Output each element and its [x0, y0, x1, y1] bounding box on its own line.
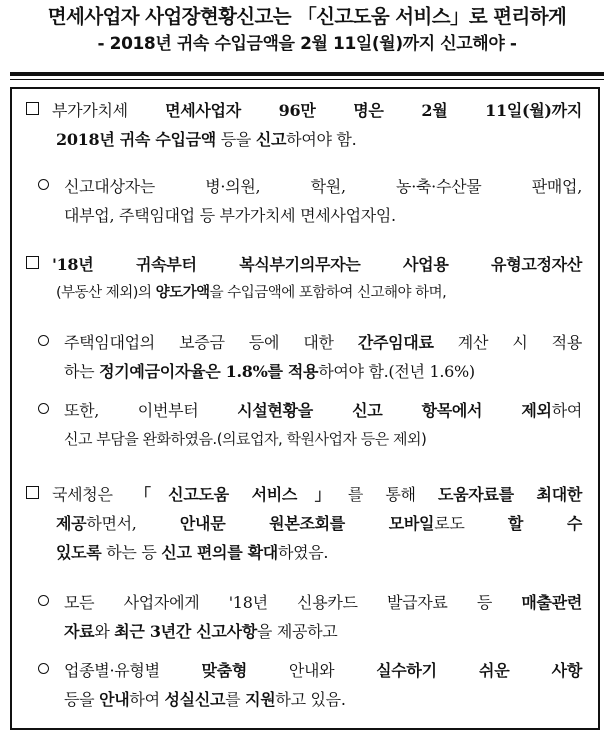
section-1-line-2 [56, 126, 586, 153]
section-3-line-2 [56, 510, 582, 537]
text-run-bold: 실수하기 쉬운 사항 [376, 661, 582, 680]
text-run: 을 수입금액에 포함하여 신고해야 하며, [209, 285, 447, 301]
text-run: 국세청은 [52, 485, 135, 504]
text-run: 하여야 함. [286, 130, 357, 149]
sub-line-2 [64, 426, 582, 453]
text-run: 하면서, [86, 514, 180, 533]
sub-line-1 [64, 329, 582, 356]
text-run: 부가가치세 [52, 101, 166, 120]
text-run: 로도 [434, 514, 508, 533]
circle-bullet-icon [38, 335, 49, 346]
text-run: 주택임대업의 보증금 등에 대한 [64, 333, 358, 352]
header-rule-thin [10, 79, 604, 80]
text-run-bold: 성실신고 [164, 690, 226, 709]
text-run: 하여 [551, 401, 583, 420]
text-run: 하여 [129, 690, 165, 709]
text-run-bold: 정기예금이자율은 1.8%를 적용 [99, 362, 319, 381]
section-3-line-3 [56, 539, 586, 566]
sub-line-2 [64, 686, 582, 713]
section-2-line-2 [56, 280, 586, 307]
header [0, 0, 614, 56]
sub-line-1 [64, 589, 582, 616]
text-run: 등을 [64, 690, 100, 709]
text-run-bold: 시설현황을 신고 항목에서 제외 [237, 401, 552, 420]
text-run-bold: 할 수 [507, 514, 582, 533]
section-2-line-1 [52, 251, 582, 278]
sub-line-1: 신고대상자는 병·의원, 학원, 농·축·수산물 판매업, [64, 177, 582, 196]
text-run-bold: 도움자료를 최대한 [437, 485, 583, 504]
text-run: 를 통해 [347, 485, 438, 504]
text-run-bold: 「신고도움 서비스」 [134, 485, 348, 504]
text-run-bold: 매출관련 [521, 593, 582, 612]
header-rule-thick [10, 72, 604, 76]
text-run-bold: 간주임대료 [357, 333, 434, 352]
text-run-bold: '18년 귀속부터 복식부기의무자는 사업용 유형고정자산 [52, 255, 582, 274]
text-run-bold: 양도가액 [155, 285, 210, 301]
page-title: 면세사업자 사업장현황신고는 「신고도움 서비스」로 편리하게 [47, 5, 567, 28]
text-run-bold: 2018년 귀속 수입금액 [56, 130, 216, 149]
square-bullet-icon [26, 102, 39, 115]
text-run: 모든 사업자에게 '18년 신용카드 발급자료 등 [64, 593, 522, 612]
section-3-line-1 [52, 481, 582, 508]
text-run-bold: 신고 [255, 130, 287, 149]
text-run: 하고 있음. [275, 690, 346, 709]
text-run: 업종별·유형별 [64, 661, 202, 680]
text-run-bold: 맞춤형 [201, 661, 248, 680]
page-subtitle: - 2018년 귀속 수입금액을 2월 11일(월)까지 신고해야 - [97, 34, 517, 54]
text-run: 신고 부담을 완화하였음.(의료업자, 학원사업자 등은 제외) [64, 430, 427, 448]
circle-bullet-icon [38, 403, 49, 414]
text-run-bold: 있도록 [56, 543, 102, 562]
square-bullet-icon [26, 486, 39, 499]
circle-bullet-icon [38, 179, 49, 190]
text-run-bold: 제공 [56, 514, 87, 533]
text-run: 등을 [215, 130, 256, 149]
sub-line-2 [64, 358, 582, 385]
circle-bullet-icon [38, 663, 49, 674]
text-run-bold: 안내문 원본조회를 모바일 [179, 514, 435, 533]
text-run: 안내와 [247, 661, 377, 680]
text-run-bold: 지원 [245, 690, 276, 709]
text-run: (부동산 제외)의 [56, 285, 156, 301]
text-run: 하여야 함.(전년 1.6%) [318, 362, 475, 381]
text-run: 계산 시 적용 [433, 333, 582, 352]
text-run-bold: 최근 3년간 신고사항 [114, 622, 257, 641]
text-run: 또한, 이번부터 [64, 401, 238, 420]
circle-bullet-icon [38, 595, 49, 606]
sub-line-1 [64, 397, 582, 424]
text-run: 하는 등 [101, 543, 162, 562]
content-box [10, 87, 600, 730]
text-run: 하는 [64, 362, 100, 381]
text-run: 하였음. [277, 543, 329, 562]
text-run: 을 제공하고 [256, 622, 338, 641]
text-run: 를 [225, 690, 246, 709]
sub-line-2: 대부업, 주택임대업 등 부가가치세 면세사업자임. [64, 206, 396, 225]
square-bullet-icon [26, 256, 39, 269]
text-run-bold: 신고 편의를 확대 [161, 543, 278, 562]
section-1-line-1 [52, 97, 582, 124]
sub-line-2 [64, 618, 582, 645]
text-run: 와 [94, 622, 115, 641]
text-run-bold: 면세사업자 96만 명은 2월 11일(월)까지 [165, 101, 582, 120]
text-run-bold: 자료 [64, 622, 95, 641]
sub-line-1 [64, 657, 582, 684]
text-run-bold: 안내 [99, 690, 130, 709]
